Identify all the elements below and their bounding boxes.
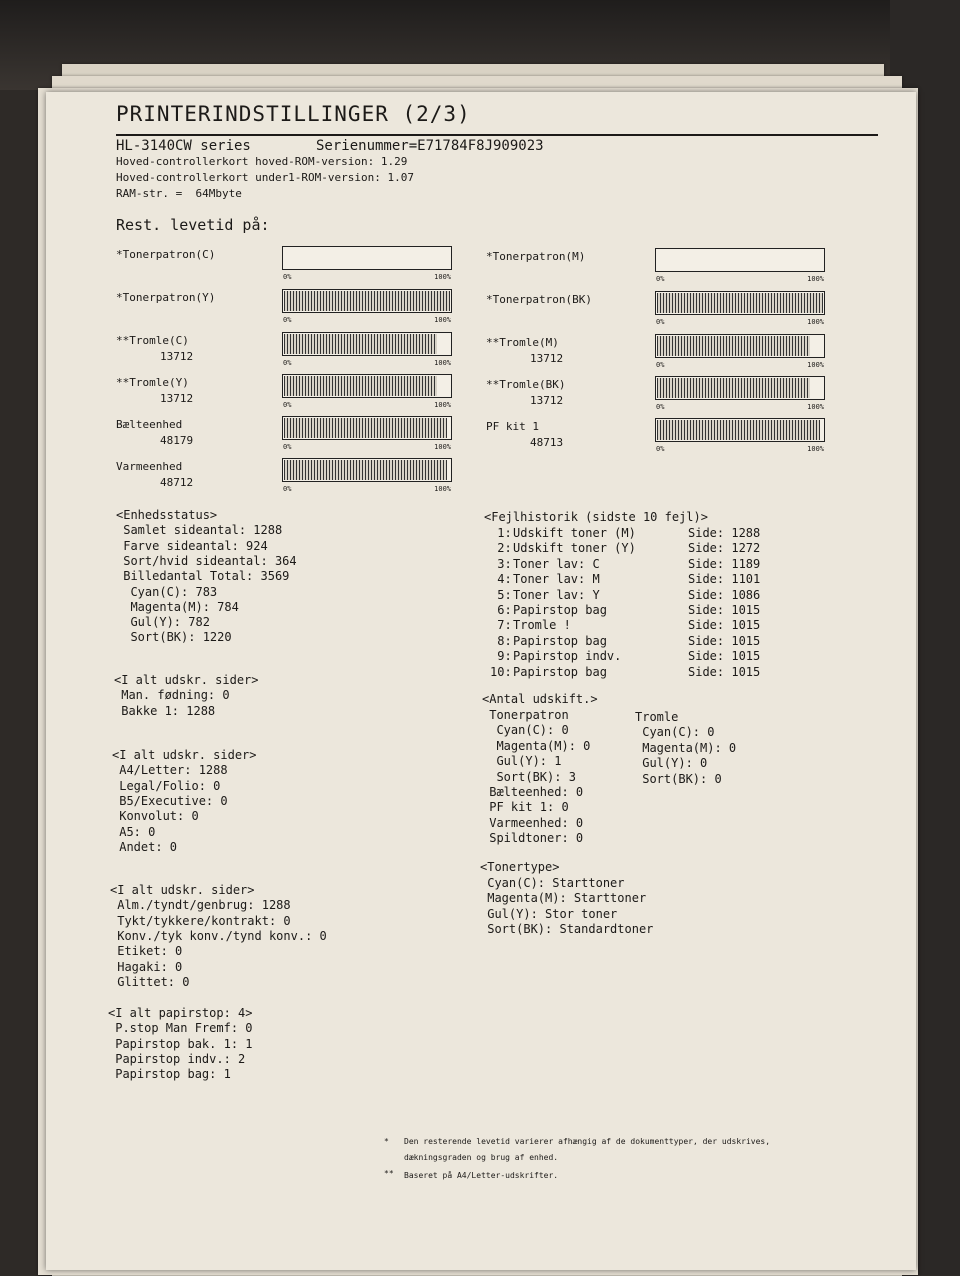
stat-line: Hagaki: 0 <box>110 959 183 974</box>
error-page: Side: 1015 <box>688 664 761 679</box>
gauge-counter: 13712 <box>160 350 194 363</box>
replacements-title: <Antal udskift.> <box>482 692 598 706</box>
gauge-label: **Tromle(C) <box>116 334 189 347</box>
gauge-fill <box>657 378 810 398</box>
gauge-fill <box>657 420 820 440</box>
other-replacement-line: Spildtoner: 0 <box>482 831 584 846</box>
error-index: 8: <box>490 633 512 648</box>
gauge-label: PF kit 1 <box>486 420 539 433</box>
life-gauge <box>282 332 452 367</box>
error-page: Side: 1272 <box>688 541 761 556</box>
gauge-scale-max: 100% <box>807 361 824 369</box>
gauge-label: **Tromle(Y) <box>116 376 189 389</box>
life-gauge <box>282 458 452 493</box>
serial-number: Serienummer=E71784F8J909023 <box>316 138 544 154</box>
error-message: Papirstop bag <box>513 664 607 679</box>
life-gauge <box>282 374 452 409</box>
gauge-scale-max: 100% <box>434 401 451 409</box>
remaining-life-title: Rest. levetid på: <box>116 216 270 234</box>
toner-replacement-line: Cyan(C): 0 <box>482 723 569 738</box>
gauge-scale-min: 0% <box>283 316 292 324</box>
life-gauge <box>282 289 452 324</box>
main-rom-version: Hoved-controllerkort hoved-ROM-version: 1.29 <box>116 155 408 168</box>
stat-line: Samlet sideantal: 1288 <box>116 523 283 538</box>
section-heading: <Enhedsstatus> <box>116 508 218 522</box>
error-index: 1: <box>490 526 512 540</box>
gauge-fill <box>284 376 437 396</box>
gauge-scale-min: 0% <box>656 361 665 369</box>
gauge-counter: 48712 <box>160 476 194 489</box>
footnote-1-line-2: dækningsgraden og brug af enhed. <box>404 1153 559 1162</box>
error-page: Side: 1189 <box>688 556 761 571</box>
ram-size: RAM-str. = 64Mbyte <box>116 187 242 200</box>
gauge-scale-min: 0% <box>283 485 292 493</box>
gauge-scale-max: 100% <box>807 403 824 411</box>
stat-line: Alm./tyndt/genbrug: 1288 <box>110 898 291 913</box>
toner-type-line: Sort(BK): Standardtoner <box>480 922 654 937</box>
drum-replacement-line: Magenta(M): 0 <box>635 740 737 755</box>
drum-replacement-line: Sort(BK): 0 <box>635 771 722 786</box>
section-heading: <I alt papirstop: 4> <box>108 1006 253 1020</box>
section-heading: <I alt udskr. sider> <box>114 673 259 687</box>
error-history-title: <Fejlhistorik (sidste 10 fejl)> <box>484 510 708 524</box>
model-name: HL-3140CW series <box>116 138 251 154</box>
gauge-counter: 13712 <box>160 392 194 405</box>
stat-line: Papirstop indv.: 2 <box>108 1051 246 1066</box>
error-message: Toner lav: C <box>513 556 600 571</box>
error-message: Tromle ! <box>513 618 571 633</box>
error-page: Side: 1015 <box>688 603 761 617</box>
error-index: 7: <box>490 618 512 633</box>
gauge-counter: 13712 <box>530 394 564 407</box>
life-gauge <box>655 291 825 326</box>
gauge-scale-min: 0% <box>283 359 292 367</box>
stat-line: Papirstop bak. 1: 1 <box>108 1036 253 1051</box>
gauge-label: Varmeenhed <box>116 460 183 473</box>
toner-replacement-line: Magenta(M): 0 <box>482 738 591 753</box>
gauge-scale-min: 0% <box>656 403 665 411</box>
error-index: 2: <box>490 541 512 556</box>
life-gauge <box>655 418 825 453</box>
error-index: 3: <box>490 556 512 571</box>
gauge-scale-min: 0% <box>656 318 665 326</box>
gauge-scale-min: 0% <box>656 275 665 283</box>
life-gauge <box>282 416 452 451</box>
gauge-scale-min: 0% <box>283 273 292 281</box>
stat-line: Andet: 0 <box>112 839 178 854</box>
error-page: Side: 1015 <box>688 633 761 648</box>
error-page: Side: 1015 <box>688 649 761 664</box>
gauge-counter: 48179 <box>160 434 194 447</box>
gauge-fill <box>284 418 447 438</box>
stat-line: Farve sideantal: 924 <box>116 538 268 553</box>
section-heading: <Tonertype> <box>480 860 560 874</box>
stat-line: B5/Executive: 0 <box>112 793 228 808</box>
stat-line: P.stop Man Fremf: 0 <box>108 1021 253 1036</box>
toner-type-line: Magenta(M): Starttoner <box>480 891 647 906</box>
error-page: Side: 1015 <box>688 618 761 633</box>
stat-line: Man. fødning: 0 <box>114 688 230 703</box>
life-gauge <box>655 376 825 411</box>
toner-replacement-line: Gul(Y): 1 <box>482 754 562 769</box>
stat-line: Legal/Folio: 0 <box>112 778 221 793</box>
footnote-2-line: Baseret på A4/Letter-udskrifter. <box>404 1171 559 1180</box>
stat-line: Konvolut: 0 <box>112 809 199 824</box>
toner-type-line: Gul(Y): Stor toner <box>480 906 618 921</box>
gauge-scale-max: 100% <box>807 445 824 453</box>
gauge-label: *Tonerpatron(BK) <box>486 293 592 306</box>
stat-line: Etiket: 0 <box>110 944 183 959</box>
gauge-scale-min: 0% <box>283 401 292 409</box>
error-index: 10: <box>490 664 512 679</box>
gauge-label: Bælteenhed <box>116 418 183 431</box>
error-index: 9: <box>490 649 512 664</box>
other-replacement-line: PF kit 1: 0 <box>482 800 569 815</box>
error-index: 5: <box>490 587 512 602</box>
gauge-scale-max: 100% <box>434 273 451 281</box>
stat-line: Konv./tyk konv./tynd konv.: 0 <box>110 928 327 943</box>
sub-rom-version: Hoved-controllerkort under1-ROM-version: 1.07 <box>116 171 415 184</box>
footnote-2-mark: ** <box>384 1169 394 1178</box>
error-message: Toner lav: Y <box>513 587 600 602</box>
page-title: PRINTERINDSTILLINGER (2/3) <box>116 102 471 126</box>
gauge-label: **Tromle(BK) <box>486 378 566 391</box>
printout-page <box>46 92 916 1270</box>
stat-line: A4/Letter: 1288 <box>112 763 228 778</box>
gauge-scale-max: 100% <box>434 316 451 324</box>
footnote-1-mark: * <box>384 1137 389 1146</box>
toner-type-line: Cyan(C): Starttoner <box>480 875 625 890</box>
stat-line: Bakke 1: 1288 <box>114 703 216 718</box>
error-message: Toner lav: M <box>513 572 600 587</box>
gauge-fill <box>284 460 447 480</box>
gauge-label: *Tonerpatron(C) <box>116 248 216 261</box>
life-gauge <box>282 246 452 281</box>
gauge-scale-max: 100% <box>434 359 451 367</box>
gauge-fill <box>284 291 450 311</box>
drum-replacement-line: Tromle <box>635 710 679 724</box>
error-page: Side: 1288 <box>688 526 761 540</box>
stat-line: Sort/hvid sideantal: 364 <box>116 553 297 568</box>
error-message: Papirstop bag <box>513 603 607 617</box>
gauge-label: **Tromle(M) <box>486 336 559 349</box>
stat-line: A5: 0 <box>112 824 156 839</box>
stat-line: Magenta(M): 784 <box>116 599 239 614</box>
gauge-fill <box>657 336 810 356</box>
stat-line: Billedantal Total: 3569 <box>116 569 290 584</box>
gauge-scale-max: 100% <box>434 485 451 493</box>
gauge-fill <box>657 293 823 313</box>
error-message: Papirstop indv. <box>513 649 622 664</box>
footnote-1-line-1: Den resterende levetid varierer afhængig af de dokumenttyper, der udskrives, <box>404 1137 771 1146</box>
stat-line: Sort(BK): 1220 <box>116 630 232 645</box>
drum-replacement-line: Gul(Y): 0 <box>635 756 708 771</box>
gauge-scale-min: 0% <box>283 443 292 451</box>
stat-line: Gul(Y): 782 <box>116 615 210 630</box>
drum-replacement-line: Cyan(C): 0 <box>635 725 715 740</box>
error-index: 6: <box>490 603 512 617</box>
gauge-scale-max: 100% <box>807 318 824 326</box>
gauge-label: *Tonerpatron(M) <box>486 250 586 263</box>
stat-line: Cyan(C): 783 <box>116 584 218 599</box>
life-gauge <box>655 248 825 283</box>
other-replacement-line: Bælteenhed: 0 <box>482 785 584 799</box>
title-rule <box>116 134 878 136</box>
toner-replacement-line: Tonerpatron <box>482 708 569 722</box>
gauge-fill <box>284 334 437 354</box>
error-message: Udskift toner (M) <box>513 526 636 540</box>
gauge-scale-max: 100% <box>434 443 451 451</box>
section-heading: <I alt udskr. sider> <box>110 883 255 897</box>
other-replacement-line: Varmeenhed: 0 <box>482 815 584 830</box>
toner-replacement-line: Sort(BK): 3 <box>482 769 576 784</box>
stat-line: Tykt/tykkere/kontrakt: 0 <box>110 913 291 928</box>
gauge-label: *Tonerpatron(Y) <box>116 291 216 304</box>
stat-line: Papirstop bag: 1 <box>108 1067 231 1082</box>
gauge-counter: 48713 <box>530 436 564 449</box>
life-gauge <box>655 334 825 369</box>
stat-line: Glittet: 0 <box>110 974 190 989</box>
error-message: Udskift toner (Y) <box>513 541 636 556</box>
error-index: 4: <box>490 572 512 587</box>
section-heading: <I alt udskr. sider> <box>112 748 257 762</box>
error-message: Papirstop bag <box>513 633 607 648</box>
error-page: Side: 1086 <box>688 587 761 602</box>
gauge-counter: 13712 <box>530 352 564 365</box>
gauge-scale-max: 100% <box>807 275 824 283</box>
error-page: Side: 1101 <box>688 572 761 587</box>
gauge-scale-min: 0% <box>656 445 665 453</box>
